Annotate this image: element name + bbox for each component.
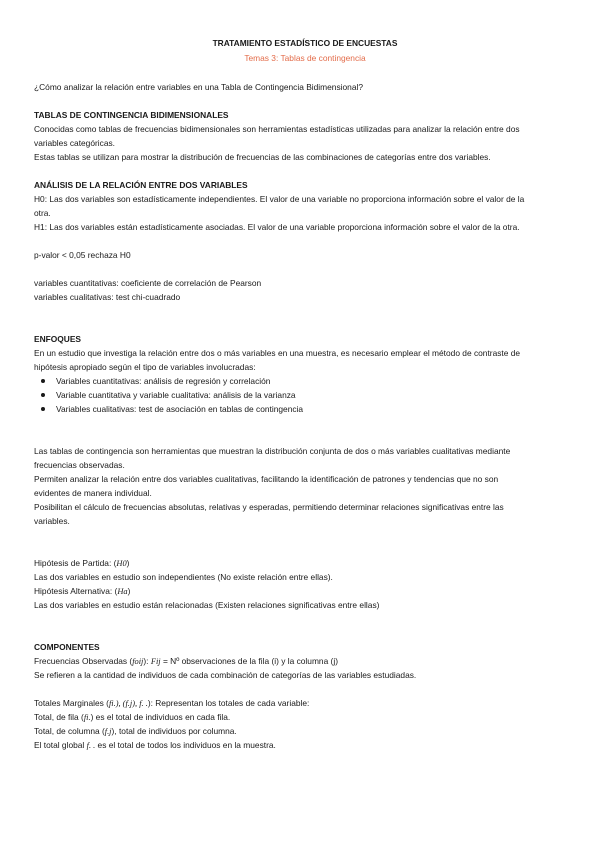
list-item: Variables cuantitativas: análisis de regresión y correlación xyxy=(56,376,270,387)
section-heading-componentes: COMPONENTES xyxy=(34,642,100,652)
h0-statement: H0: Las dos variables son estadísticamente independientes. El valor de una variable no proporciona información sobre el valor de la xyxy=(34,194,525,204)
row-total: Total, de fila (fi.) es el total de individuos en cada fila. xyxy=(34,712,231,722)
paragraph-line: Conocidas como tablas de frecuencias bidimensionales son herramientas estadísticas utilizadas para analizar la relación entre dos xyxy=(34,124,520,134)
quantitative-test: variables cuantitativas: coeficiente de correlación de Pearson xyxy=(34,278,262,288)
paragraph-line: Estas tablas se utilizan para mostrar la distribución de frecuencias de las combinaciones de categorías entre dos variables. xyxy=(34,152,491,162)
section-heading-tablas: TABLAS DE CONTINGENCIA BIDIMENSIONALES xyxy=(34,110,229,120)
list-item: Variables cualitativas: test de asociación en tablas de contingencia xyxy=(56,404,303,415)
section-heading-analisis: ANÁLISIS DE LA RELACIÓN ENTRE DOS VARIABLES xyxy=(34,180,248,190)
alt-hypothesis-text: Las dos variables en estudio están relacionadas (Existen relaciones significativas entre ellas) xyxy=(34,600,380,610)
null-hypothesis-label: Hipótesis de Partida: (H0) xyxy=(34,558,130,568)
list-item: Variable cuantitativa y variable cualitativa: análisis de la varianza xyxy=(56,390,296,401)
paragraph-line: frecuencias observadas. xyxy=(34,460,125,470)
observed-frequencies: Frecuencias Observadas (foij): Fij = Nº observaciones de la fila (i) y la columna (j) xyxy=(34,656,339,666)
bullet-icon xyxy=(41,379,45,383)
marginal-totals: Totales Marginales (fi.), (f.j), f. .): Representan los totales de cada variable: xyxy=(34,698,310,708)
paragraph-line: variables. xyxy=(34,516,70,526)
document-title: TRATAMIENTO ESTADÍSTICO DE ENCUESTAS xyxy=(212,38,398,48)
document-subtitle: Temas 3: Tablas de contingencia xyxy=(244,53,366,63)
observed-frequencies-desc: Se refieren a la cantidad de individuos de cada combinación de categorías de las variables estudiadas. xyxy=(34,670,417,680)
paragraph-line: hipótesis apropiado según el tipo de variables involucradas: xyxy=(34,362,256,372)
main-question: ¿Cómo analizar la relación entre variables en una Tabla de Contingencia Bidimensional? xyxy=(34,82,363,92)
h1-statement: H1: Las dos variables están estadísticamente asociadas. El valor de una variable proporciona información sobre el valor de la otra. xyxy=(34,222,520,232)
global-total: El total global f. . es el total de todos los individuos en la muestra. xyxy=(34,740,276,750)
alt-hypothesis-label: Hipótesis Alternativa: (Ha) xyxy=(34,586,131,596)
column-total: Total, de columna (f.j), total de individuos por columna. xyxy=(34,726,237,736)
section-heading-enfoques: ENFOQUES xyxy=(34,334,81,344)
paragraph-line: Posibilitan el cálculo de frecuencias absolutas, relativas y esperadas, permitiendo determinar relaciones significativas entre las xyxy=(34,502,504,512)
bullet-icon xyxy=(41,407,45,411)
paragraph-line: Permiten analizar la relación entre dos variables cualitativas, facilitando la identificación de patrones y tendencias que no son xyxy=(34,474,499,484)
paragraph-line: Las tablas de contingencia son herramientas que muestran la distribución conjunta de dos o más variables cualitativas mediante xyxy=(34,446,511,456)
qualitative-test: variables cualitativas: test chi-cuadrado xyxy=(34,292,181,302)
h0-statement-cont: otra. xyxy=(34,208,51,218)
pvalue-rule: p-valor < 0,05 rechaza H0 xyxy=(34,250,131,260)
paragraph-line: En un estudio que investiga la relación entre dos o más variables en una muestra, es necesario emplear el método de contraste de xyxy=(34,348,521,358)
null-hypothesis-text: Las dos variables en estudio son independientes (No existe relación entre ellas). xyxy=(34,572,333,582)
bullet-icon xyxy=(41,393,45,397)
paragraph-line: variables categóricas. xyxy=(34,138,115,148)
paragraph-line: evidentes de manera individual. xyxy=(34,488,152,498)
